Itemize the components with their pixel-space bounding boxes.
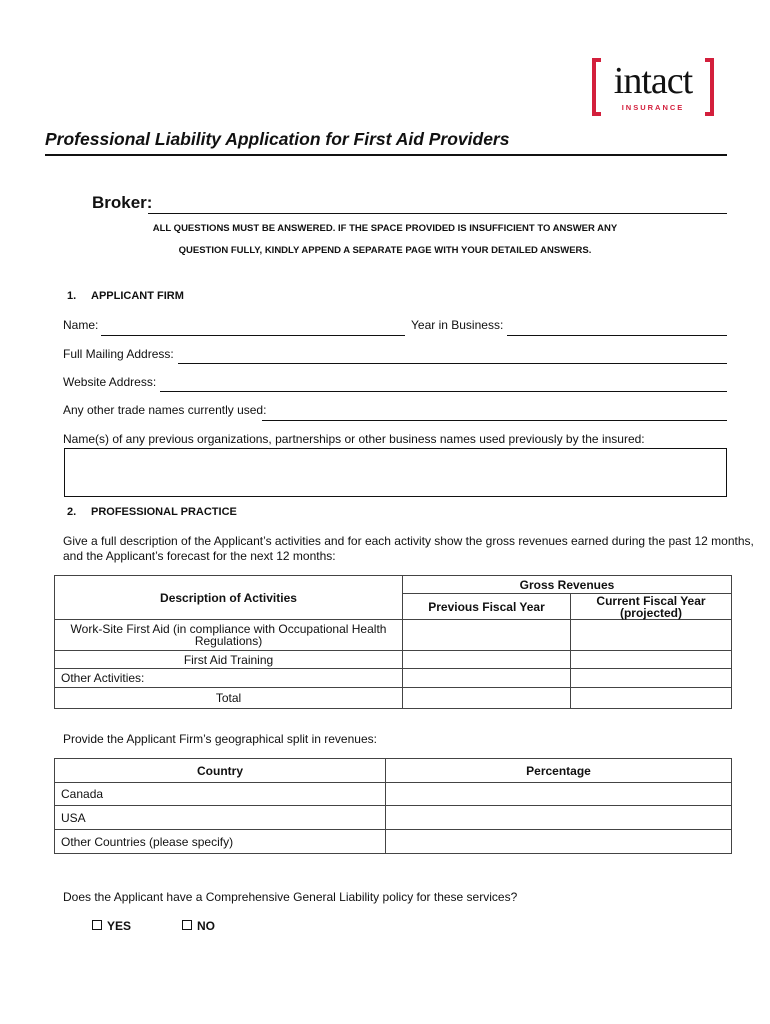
total-curr-input[interactable] — [571, 688, 732, 709]
title-underline — [45, 154, 727, 156]
no-checkbox[interactable] — [182, 920, 192, 930]
col-current-fiscal-line-2: (projected) — [619, 605, 682, 620]
website-address-label: Website Address: — [63, 375, 157, 389]
section-2-heading: PROFESSIONAL PRACTICE — [91, 506, 237, 518]
worksite-first-aid-line-2: Regulations) — [194, 634, 263, 648]
table-row — [55, 669, 732, 688]
training-curr-input[interactable] — [571, 651, 732, 669]
worksite-first-aid-line-1: Work-Site First Aid (in compliance with Occupational Health — [70, 622, 387, 636]
no-option[interactable] — [182, 919, 215, 933]
country-usa: USA — [55, 806, 386, 830]
table-row — [55, 620, 732, 651]
yes-label: YES — [107, 919, 132, 933]
trade-names-field[interactable] — [262, 420, 727, 421]
previous-names-box[interactable] — [64, 448, 727, 497]
geographical-table — [54, 758, 732, 854]
geographical-prompt: Provide the Applicant Firm’s geographical split in revenues: — [63, 732, 377, 746]
col-current-fiscal-header — [571, 594, 732, 620]
logo-right-bracket — [705, 58, 714, 116]
other-prev-input[interactable] — [403, 669, 571, 688]
worksite-first-aid-cell — [55, 620, 403, 651]
logo-subtitle: INSURANCE — [621, 103, 685, 112]
total-cell: Total — [55, 688, 403, 709]
other-percentage-input[interactable] — [386, 830, 732, 854]
col-description-header: Description of Activities — [55, 576, 403, 620]
notice-line-2: QUESTION FULLY, KINDLY APPEND A SEPARATE PAGE WITH YOUR DETAILED ANSWERS. — [178, 245, 592, 256]
yes-checkbox[interactable] — [92, 920, 102, 930]
table-row — [55, 806, 732, 830]
table-row — [55, 783, 732, 806]
broker-field[interactable] — [148, 213, 727, 214]
section-1-number: 1. — [67, 290, 77, 302]
activities-intro-line-2: and the Applicant’s forecast for the next 12 months: — [63, 549, 336, 563]
notice-line-1: ALL QUESTIONS MUST BE ANSWERED. IF THE SPACE PROVIDED IS INSUFFICIENT TO ANSWER ANY — [152, 223, 618, 234]
website-address-field[interactable] — [160, 391, 727, 392]
revenue-table — [54, 575, 732, 709]
total-prev-input[interactable] — [403, 688, 571, 709]
table-row — [55, 688, 732, 709]
section-1-heading: APPLICANT FIRM — [91, 290, 184, 302]
country-other[interactable]: Other Countries (please specify) — [55, 830, 386, 854]
worksite-curr-input[interactable] — [571, 620, 732, 651]
country-canada: Canada — [55, 783, 386, 806]
mailing-address-field[interactable] — [178, 363, 727, 364]
first-aid-training-cell: First Aid Training — [55, 651, 403, 669]
col-country-header: Country — [55, 759, 386, 783]
name-field[interactable] — [101, 335, 405, 336]
page-title: Professional Liability Application for First Aid Providers — [45, 129, 510, 149]
mailing-address-label: Full Mailing Address: — [63, 347, 174, 361]
yes-option[interactable] — [92, 919, 131, 933]
intact-insurance-logo — [592, 58, 714, 118]
year-in-business-field[interactable] — [507, 335, 727, 336]
other-curr-input[interactable] — [571, 669, 732, 688]
training-prev-input[interactable] — [403, 651, 571, 669]
table-row — [55, 830, 732, 854]
no-label: NO — [197, 919, 215, 933]
canada-percentage-input[interactable] — [386, 783, 732, 806]
trade-names-label: Any other trade names currently used: — [63, 403, 267, 417]
col-current-fiscal-line-1: Current Fiscal Year — [596, 593, 706, 608]
year-in-business-label: Year in Business: — [411, 318, 504, 332]
worksite-prev-input[interactable] — [403, 620, 571, 651]
previous-names-label: Name(s) of any previous organizations, partnerships or other business names used previously by the insured: — [63, 432, 645, 446]
section-2-number: 2. — [67, 506, 77, 518]
table-row — [55, 651, 732, 669]
col-percentage-header: Percentage — [386, 759, 732, 783]
col-previous-fiscal-header: Previous Fiscal Year — [403, 594, 571, 620]
logo-left-bracket — [592, 58, 601, 116]
name-label: Name: — [63, 318, 99, 332]
col-gross-revenues-header: Gross Revenues — [403, 576, 732, 594]
broker-label: Broker: — [92, 193, 153, 212]
cgl-question: Does the Applicant have a Comprehensive General Liability policy for these services? — [63, 890, 518, 904]
other-activities-cell[interactable]: Other Activities: — [55, 669, 403, 688]
logo-wordmark: intact — [613, 60, 693, 102]
usa-percentage-input[interactable] — [386, 806, 732, 830]
activities-intro-line-1: Give a full description of the Applicant’s activities and for each activity show the gross revenues earned during the past 12 months, — [63, 534, 754, 548]
